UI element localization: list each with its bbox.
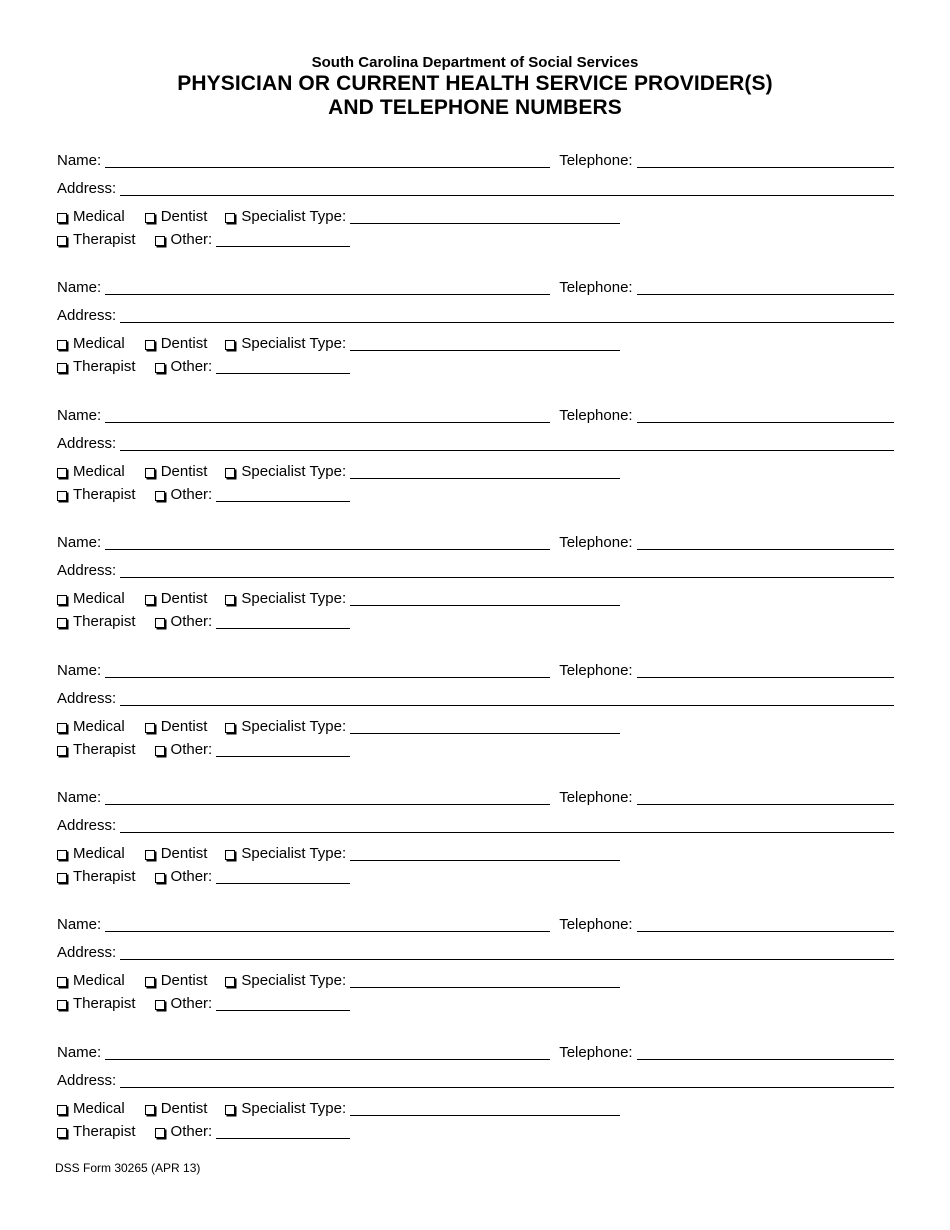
- dentist-label: Dentist: [160, 590, 208, 607]
- specialist-option[interactable]: [225, 972, 346, 990]
- provider-type-row-2: [57, 613, 350, 631]
- provider-type-row-2: [57, 868, 350, 886]
- medical-option[interactable]: [57, 590, 125, 608]
- therapist-option[interactable]: [57, 868, 136, 886]
- medical-label: Medical: [73, 463, 125, 480]
- address-label: Address:: [57, 562, 117, 579]
- other-label: Other:: [170, 868, 213, 885]
- specialist-checkbox[interactable]: [225, 850, 235, 860]
- address-row: [57, 944, 894, 962]
- name-telephone-row: [57, 152, 894, 170]
- medical-checkbox[interactable]: [57, 1105, 67, 1115]
- other-field[interactable]: [216, 231, 350, 247]
- provider-type-row-1: [57, 1100, 620, 1118]
- other-checkbox[interactable]: [155, 363, 165, 373]
- provider-entry: [57, 789, 894, 909]
- telephone-field[interactable]: [637, 279, 894, 295]
- dentist-label: Dentist: [160, 845, 208, 862]
- other-option[interactable]: [155, 741, 213, 759]
- telephone-label: Telephone:: [559, 534, 633, 551]
- dentist-checkbox[interactable]: [145, 468, 155, 478]
- therapist-checkbox[interactable]: [57, 873, 67, 883]
- dentist-label: Dentist: [160, 208, 208, 225]
- name-label: Name:: [57, 1044, 102, 1061]
- specialist-type-field[interactable]: [350, 463, 620, 479]
- address-label: Address:: [57, 180, 117, 197]
- other-option[interactable]: [155, 613, 213, 631]
- therapist-option[interactable]: [57, 1123, 136, 1141]
- specialist-checkbox[interactable]: [225, 723, 235, 733]
- address-row: [57, 180, 894, 198]
- name-telephone-row: [57, 279, 894, 297]
- address-field[interactable]: [120, 690, 894, 706]
- provider-entry: [57, 662, 894, 782]
- dentist-option[interactable]: [145, 972, 208, 990]
- address-field[interactable]: [120, 180, 894, 196]
- other-field[interactable]: [216, 741, 350, 757]
- therapist-checkbox[interactable]: [57, 491, 67, 501]
- provider-entry: [57, 916, 894, 1036]
- specialist-label: Specialist Type:: [241, 845, 347, 862]
- medical-checkbox[interactable]: [57, 468, 67, 478]
- other-field[interactable]: [216, 1123, 350, 1139]
- address-row: [57, 690, 894, 708]
- medical-checkbox[interactable]: [57, 340, 67, 350]
- specialist-option[interactable]: [225, 208, 346, 226]
- medical-checkbox[interactable]: [57, 723, 67, 733]
- specialist-label: Specialist Type:: [241, 972, 347, 989]
- telephone-label: Telephone:: [559, 916, 633, 933]
- form-title-line-1: PHYSICIAN OR CURRENT HEALTH SERVICE PROVIDER(S): [177, 72, 773, 95]
- address-label: Address:: [57, 435, 117, 452]
- specialist-type-field[interactable]: [350, 208, 620, 224]
- medical-label: Medical: [73, 335, 125, 352]
- therapist-checkbox[interactable]: [57, 746, 67, 756]
- specialist-type-field[interactable]: [350, 590, 620, 606]
- other-checkbox[interactable]: [155, 873, 165, 883]
- dentist-option[interactable]: [145, 718, 208, 736]
- medical-label: Medical: [73, 208, 125, 225]
- form-header: [0, 54, 950, 120]
- other-checkbox[interactable]: [155, 618, 165, 628]
- therapist-option[interactable]: [57, 486, 136, 504]
- medical-option[interactable]: [57, 972, 125, 990]
- medical-label: Medical: [73, 972, 125, 989]
- address-row: [57, 817, 894, 835]
- medical-option[interactable]: [57, 208, 125, 226]
- specialist-label: Specialist Type:: [241, 590, 347, 607]
- dentist-option[interactable]: [145, 463, 208, 481]
- telephone-field[interactable]: [637, 152, 894, 168]
- other-field[interactable]: [216, 486, 350, 502]
- address-field[interactable]: [120, 944, 894, 960]
- specialist-checkbox[interactable]: [225, 468, 235, 478]
- medical-option[interactable]: [57, 845, 125, 863]
- telephone-field[interactable]: [637, 662, 894, 678]
- medical-checkbox[interactable]: [57, 595, 67, 605]
- dentist-option[interactable]: [145, 208, 208, 226]
- dentist-option[interactable]: [145, 335, 208, 353]
- specialist-label: Specialist Type:: [241, 1100, 347, 1117]
- specialist-checkbox[interactable]: [225, 977, 235, 987]
- name-telephone-row: [57, 1044, 894, 1062]
- other-checkbox[interactable]: [155, 1128, 165, 1138]
- other-label: Other:: [170, 995, 213, 1012]
- provider-type-row-2: [57, 741, 350, 759]
- provider-type-row-1: [57, 845, 620, 863]
- name-label: Name:: [57, 152, 102, 169]
- address-label: Address:: [57, 944, 117, 961]
- medical-option[interactable]: [57, 335, 125, 353]
- specialist-type-field[interactable]: [350, 718, 620, 734]
- telephone-field[interactable]: [637, 534, 894, 550]
- form-number: DSS Form 30265 (APR 13): [55, 1161, 201, 1175]
- name-field[interactable]: [105, 789, 550, 805]
- other-field[interactable]: [216, 613, 350, 629]
- name-telephone-row: [57, 534, 894, 552]
- provider-type-row-1: [57, 718, 620, 736]
- specialist-checkbox[interactable]: [225, 1105, 235, 1115]
- name-label: Name:: [57, 407, 102, 424]
- address-label: Address:: [57, 1072, 117, 1089]
- address-label: Address:: [57, 307, 117, 324]
- specialist-type-field[interactable]: [350, 972, 620, 988]
- therapist-label: Therapist: [73, 613, 136, 630]
- telephone-label: Telephone:: [559, 1044, 633, 1061]
- provider-type-row-2: [57, 486, 350, 504]
- dentist-label: Dentist: [160, 1100, 208, 1117]
- address-field[interactable]: [120, 435, 894, 451]
- provider-entry: [57, 1044, 894, 1164]
- therapist-option[interactable]: [57, 358, 136, 376]
- specialist-checkbox[interactable]: [225, 213, 235, 223]
- other-checkbox[interactable]: [155, 236, 165, 246]
- other-checkbox[interactable]: [155, 491, 165, 501]
- therapist-label: Therapist: [73, 231, 136, 248]
- specialist-option[interactable]: [225, 335, 346, 353]
- therapist-option[interactable]: [57, 613, 136, 631]
- medical-option[interactable]: [57, 463, 125, 481]
- name-label: Name:: [57, 279, 102, 296]
- address-row: [57, 307, 894, 325]
- dentist-label: Dentist: [160, 718, 208, 735]
- provider-type-row-2: [57, 231, 350, 249]
- other-checkbox[interactable]: [155, 1000, 165, 1010]
- provider-entry: [57, 152, 894, 272]
- dentist-checkbox[interactable]: [145, 1105, 155, 1115]
- therapist-checkbox[interactable]: [57, 363, 67, 373]
- specialist-label: Specialist Type:: [241, 463, 347, 480]
- therapist-label: Therapist: [73, 486, 136, 503]
- address-field[interactable]: [120, 562, 894, 578]
- name-label: Name:: [57, 916, 102, 933]
- name-field[interactable]: [105, 407, 550, 423]
- specialist-option[interactable]: [225, 718, 346, 736]
- medical-label: Medical: [73, 845, 125, 862]
- dentist-checkbox[interactable]: [145, 595, 155, 605]
- therapist-label: Therapist: [73, 995, 136, 1012]
- name-field[interactable]: [105, 534, 550, 550]
- address-row: [57, 562, 894, 580]
- dentist-checkbox[interactable]: [145, 213, 155, 223]
- other-option[interactable]: [155, 868, 213, 886]
- name-field[interactable]: [105, 662, 550, 678]
- telephone-field[interactable]: [637, 789, 894, 805]
- address-row: [57, 435, 894, 453]
- medical-checkbox[interactable]: [57, 850, 67, 860]
- therapist-label: Therapist: [73, 741, 136, 758]
- dentist-checkbox[interactable]: [145, 723, 155, 733]
- name-label: Name:: [57, 789, 102, 806]
- therapist-label: Therapist: [73, 1123, 136, 1140]
- other-label: Other:: [170, 486, 213, 503]
- address-field[interactable]: [120, 1072, 894, 1088]
- provider-type-row-1: [57, 463, 620, 481]
- other-label: Other:: [170, 358, 213, 375]
- telephone-label: Telephone:: [559, 789, 633, 806]
- provider-type-row-1: [57, 590, 620, 608]
- other-label: Other:: [170, 741, 213, 758]
- name-field[interactable]: [105, 916, 550, 932]
- medical-label: Medical: [73, 590, 125, 607]
- other-option[interactable]: [155, 1123, 213, 1141]
- other-field[interactable]: [216, 868, 350, 884]
- provider-entry: [57, 534, 894, 654]
- other-field[interactable]: [216, 358, 350, 374]
- specialist-type-field[interactable]: [350, 845, 620, 861]
- other-checkbox[interactable]: [155, 746, 165, 756]
- telephone-label: Telephone:: [559, 152, 633, 169]
- dentist-checkbox[interactable]: [145, 340, 155, 350]
- provider-type-row-1: [57, 208, 620, 226]
- provider-type-row-2: [57, 1123, 350, 1141]
- name-label: Name:: [57, 662, 102, 679]
- dentist-option[interactable]: [145, 590, 208, 608]
- therapist-label: Therapist: [73, 358, 136, 375]
- provider-type-row-2: [57, 358, 350, 376]
- telephone-label: Telephone:: [559, 279, 633, 296]
- telephone-field[interactable]: [637, 1044, 894, 1060]
- specialist-label: Specialist Type:: [241, 718, 347, 735]
- other-option[interactable]: [155, 995, 213, 1013]
- address-label: Address:: [57, 690, 117, 707]
- other-option[interactable]: [155, 231, 213, 249]
- address-field[interactable]: [120, 817, 894, 833]
- dentist-checkbox[interactable]: [145, 977, 155, 987]
- specialist-checkbox[interactable]: [225, 340, 235, 350]
- other-option[interactable]: [155, 358, 213, 376]
- specialist-type-field[interactable]: [350, 335, 620, 351]
- specialist-option[interactable]: [225, 590, 346, 608]
- name-field[interactable]: [105, 152, 550, 168]
- other-label: Other:: [170, 613, 213, 630]
- therapist-checkbox[interactable]: [57, 618, 67, 628]
- address-label: Address:: [57, 817, 117, 834]
- name-telephone-row: [57, 916, 894, 934]
- other-option[interactable]: [155, 486, 213, 504]
- specialist-label: Specialist Type:: [241, 335, 347, 352]
- name-field[interactable]: [105, 279, 550, 295]
- specialist-option[interactable]: [225, 845, 346, 863]
- dentist-label: Dentist: [160, 335, 208, 352]
- medical-option[interactable]: [57, 1100, 125, 1118]
- specialist-checkbox[interactable]: [225, 595, 235, 605]
- provider-type-row-1: [57, 335, 620, 353]
- specialist-label: Specialist Type:: [241, 208, 347, 225]
- other-label: Other:: [170, 231, 213, 248]
- name-label: Name:: [57, 534, 102, 551]
- medical-option[interactable]: [57, 718, 125, 736]
- dentist-label: Dentist: [160, 972, 208, 989]
- therapist-checkbox[interactable]: [57, 1000, 67, 1010]
- other-label: Other:: [170, 1123, 213, 1140]
- medical-label: Medical: [73, 1100, 125, 1117]
- telephone-field[interactable]: [637, 916, 894, 932]
- medical-label: Medical: [73, 718, 125, 735]
- other-field[interactable]: [216, 995, 350, 1011]
- medical-checkbox[interactable]: [57, 213, 67, 223]
- therapist-option[interactable]: [57, 995, 136, 1013]
- dentist-label: Dentist: [160, 463, 208, 480]
- form-title-line-2: AND TELEPHONE NUMBERS: [328, 96, 622, 119]
- address-field[interactable]: [120, 307, 894, 323]
- provider-type-row-1: [57, 972, 620, 990]
- telephone-label: Telephone:: [559, 407, 633, 424]
- agency-name: South Carolina Department of Social Services: [311, 54, 639, 71]
- name-telephone-row: [57, 407, 894, 425]
- therapist-checkbox[interactable]: [57, 236, 67, 246]
- medical-checkbox[interactable]: [57, 977, 67, 987]
- therapist-option[interactable]: [57, 231, 136, 249]
- therapist-label: Therapist: [73, 868, 136, 885]
- provider-entry: [57, 407, 894, 527]
- dentist-checkbox[interactable]: [145, 850, 155, 860]
- name-telephone-row: [57, 789, 894, 807]
- telephone-label: Telephone:: [559, 662, 633, 679]
- specialist-type-field[interactable]: [350, 1100, 620, 1116]
- provider-entry: [57, 279, 894, 399]
- therapist-option[interactable]: [57, 741, 136, 759]
- provider-type-row-2: [57, 995, 350, 1013]
- name-telephone-row: [57, 662, 894, 680]
- dentist-option[interactable]: [145, 1100, 208, 1118]
- specialist-option[interactable]: [225, 463, 346, 481]
- name-field[interactable]: [105, 1044, 550, 1060]
- therapist-checkbox[interactable]: [57, 1128, 67, 1138]
- specialist-option[interactable]: [225, 1100, 346, 1118]
- dentist-option[interactable]: [145, 845, 208, 863]
- address-row: [57, 1072, 894, 1090]
- telephone-field[interactable]: [637, 407, 894, 423]
